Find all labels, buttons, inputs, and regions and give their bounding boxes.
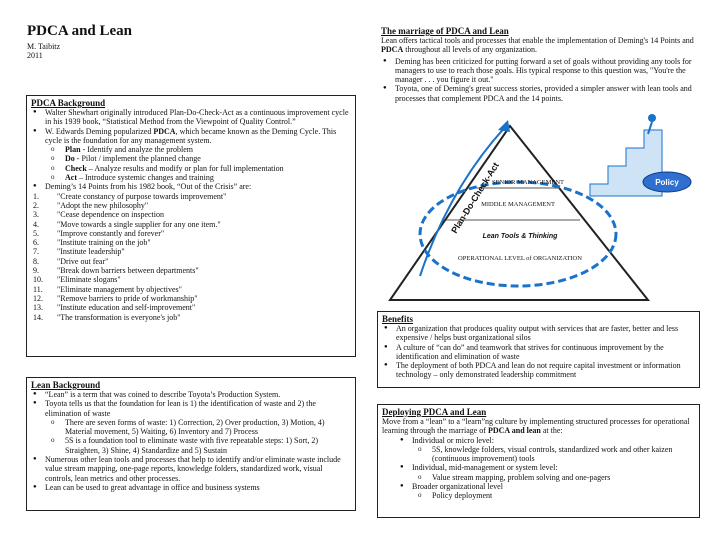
author-name: M. Taibitz (27, 42, 61, 51)
benefits-heading: Benefits (382, 314, 413, 324)
bullet-shewhart: ● Walter Shewhart originally introduced Plan-Do-Check-Act as a continuous improvement cycle in his 1939 book, “Statistical Method from the Viewpoint of Quality Control.” (31, 108, 351, 127)
step-act: o Act – Introduce systemic changes and training (31, 173, 351, 182)
bullet-deming-criticized: ● Deming has been criticized for putting forward a set of goals without providing any tools for managers to use to reach those goals. His typical response to this question was, "You're the manager . . . you figure it out." (381, 57, 699, 85)
bullet-14-points: ● Deming’s 14 Points from his 1982 book, “Out of the Crisis” are: (31, 182, 351, 191)
list-item: 13. "Institute education and self-improvement" (33, 303, 196, 313)
bullet-lean-term: ● “Lean” is a term that was coined to describe Toyota’s Production System. (31, 390, 351, 399)
list-item: 9. "Break down barriers between departments" (33, 266, 199, 276)
list-item: 10. "Eliminate slogans" (33, 275, 121, 285)
list-item: 2. "Adopt the new philosophy" (33, 200, 149, 210)
policy-label: Policy (655, 178, 679, 187)
marriage-heading: The marriage of PDCA and Lean (381, 26, 509, 36)
deploying-panel (377, 404, 700, 518)
level-individual-tools: o 5S, knowledge folders, visual controls, standardized work and other kaizen (continuous improvement) tools (398, 445, 695, 464)
bullet-toyota-answer: ● Toyota, one of Deming's great success stories, provided a simpler answer with lean tools and processes that complement PDCA and the 14 points. (381, 84, 699, 103)
marriage-intro: Lean offers tactical tools and processes that enable the implementation of Deming's 14 Points and PDCA throughout all levels of any organization. (381, 36, 694, 55)
list-item: 5. "Improve constantly and forever" (33, 228, 165, 238)
level-mid-management-tools: o Value stream mapping, problem solving and one-pagers (398, 473, 695, 482)
senior-management-label: SENIOR MANAGEMENT (491, 179, 565, 186)
level-organizational-tools: o Policy deployment (398, 491, 695, 500)
lean-background-heading: Lean Background (31, 380, 101, 390)
step-plan: o Plan - Identify and analyze the problem (31, 145, 351, 154)
bullet-office-use: ● Lean can be used to great advantage in office and business systems (31, 483, 351, 492)
pdca-side-label: Plan-Do-Check-Act (449, 160, 501, 236)
deploying-intro: Move from a “lean” to a “learn”ng culture by implementing structured processes for operational learning through the marriage of PDCA and lean at the: (382, 417, 690, 436)
list-item: 1. "Create constancy of purpose towards improvement" (33, 191, 227, 201)
author-year: 2011 (27, 51, 43, 60)
sub-seven-wastes: o There are seven forms of waste: 1) Correction, 2) Over production, 3) Motion, 4) Material movement, 5) Waiting, 6) Inventory and 7) Process (31, 418, 351, 437)
list-item: 3. "Cease dependence on inspection (33, 210, 165, 220)
bullet-quality-output: ● An organization that produces quality output with services that are faster, better and less expensive / helps bust organizational silos (382, 324, 695, 343)
pdca-background-heading: PDCA Background (31, 98, 106, 108)
author-block (27, 42, 60, 60)
operational-level-label: OPERATIONAL LEVEL of ORGANIZATION (458, 255, 582, 262)
pdca-arrowhead (498, 120, 510, 132)
benefits-panel (377, 311, 700, 388)
level-mid-management: ● Individual, mid-management or system level: o Value stream mapping, problem solving and one-pagers (398, 463, 695, 482)
bullet-other-tools: ● Numerous other lean tools and processes that help to identify and/or eliminate waste include value stream mapping, one-page reports, knowledge folders, standardized work, visual controls, lean metrics and other processes. (31, 455, 351, 483)
list-item: 4. "Move towards a single supplier for any one item." (33, 219, 221, 229)
pdca-background-panel (26, 95, 356, 357)
step-do: o Do - Pilot / implement the planned change (31, 154, 351, 163)
bullet-toyota-foundation: ● Toyota tells us that the foundation for lean is 1) the identification of waste and 2) the elimination of waste o There are seven forms of waste: 1) Correction, 2) Over production, 3) Motion, 4) Material movement, 5) Waiting, 6) Inventory and 7) Process o 5S is a foundation tool to eliminate waste with five repeatable steps: 1) Sort, 2) Straighten, 3) Shine, 4) Standardize and 5) Sustain (31, 399, 351, 455)
marriage-section (381, 26, 699, 103)
lean-background-panel (26, 377, 356, 511)
list-item: 12. "Remove barriers to pride of workmanship" (33, 293, 198, 303)
pdca-lean-triangle-diagram (380, 106, 702, 310)
deploying-heading: Deploying PDCA and Lean (382, 407, 487, 417)
lean-tools-label: Lean Tools & Thinking (482, 233, 558, 240)
climber-figure (648, 114, 656, 122)
poster-title: PDCA and Lean (27, 23, 133, 39)
bullet-can-do-culture: ● A culture of “can do” and teamwork that strives for continuous improvement by the identification and elimination of waste (382, 343, 695, 362)
list-item: 8. "Drive out fear" (33, 256, 109, 266)
list-item: 7. "Institute leadership" (33, 247, 125, 257)
step-check: o Check – Analyze results and modify or plan for full implementation (31, 164, 351, 173)
bullet-no-capital: ● The deployment of both PDCA and lean do not require capital investment or information technology – only demonstrated leadership commitment (382, 361, 695, 380)
list-item: 11. "Eliminate management by objectives" (33, 284, 182, 294)
list-item: 14. "The transformation is everyone's job" (33, 312, 181, 322)
level-individual: ● Individual or micro level: o 5S, knowledge folders, visual controls, standardized work and other kaizen (continuous improvement) tools (398, 436, 695, 464)
sub-5s: o 5S is a foundation tool to eliminate waste with five repeatable steps: 1) Sort, 2) Straighten, 3) Shine, 4) Standardize and 5) Sustain (31, 436, 351, 455)
deming-points-list (31, 192, 351, 322)
level-organizational: ● Broader organizational level o Policy deployment (398, 482, 695, 501)
bullet-deming-popularized: ● W. Edwards Deming popularized PDCA, which became known as the Deming Cycle. This cycle is the foundation for any management system. o Plan - Identify and analyze the problem o Do - Pilot / implement the planned change o Check – Analyze results and modify or plan for full implementation o Act – Introduce systemic changes and training (31, 127, 351, 183)
list-item: 6. "Institute training on the job" (33, 238, 151, 248)
middle-management-label: MIDDLE MANAGEMENT (481, 201, 555, 208)
